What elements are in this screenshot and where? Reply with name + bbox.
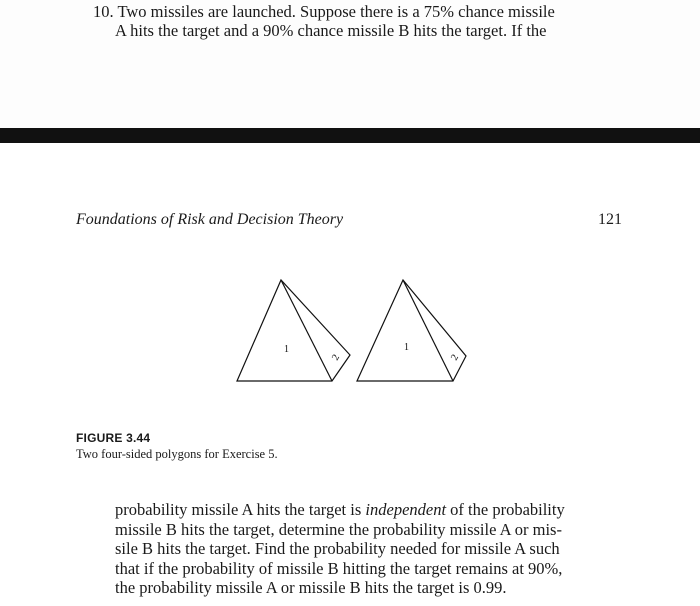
emphasis-independent: independent [365,500,447,519]
polygon-right [357,280,466,381]
exercise-line: missile B hits the target, determine the probability missile A or mis- [115,519,562,539]
figure-label: FIGURE 3.44 [76,431,151,445]
exercise-line: A hits the target and a 90% chance missile B hits the target. If the [115,21,547,40]
exercise-line: 10. Two missiles are launched. Suppose there is a 75% chance missile [93,2,555,21]
polygon-left [237,280,350,381]
polygon-outline [357,280,466,381]
page-separator-bar [0,128,700,143]
polygon-outline [237,280,350,381]
region-label-2: 2 [449,352,462,363]
polygon-figure [225,268,485,388]
exercise-10-text-continued [115,500,635,598]
exercise-10-text-start [93,2,653,40]
page-number: 121 [598,211,622,228]
polygon-diagonal [281,280,332,381]
figure-caption: Two four-sided polygons for Exercise 5. [76,447,278,461]
exercise-line: sile B hits the target. Find the probability needed for missile A such [115,539,560,558]
region-label-2: 2 [330,352,343,363]
region-label-1: 1 [404,342,409,353]
exercise-line [115,500,635,520]
previous-page-fragment [0,0,700,128]
exercise-text: probability missile A hits the target is [115,500,366,519]
exercise-line: that if the probability of missile B hitting the target remains at 90%, [115,558,563,578]
running-title: Foundations of Risk and Decision Theory [76,211,344,228]
exercise-line: the probability missile A or missile B hits the target is 0.99. [115,578,507,597]
exercise-text: of the probability [446,500,565,519]
region-label-1: 1 [284,344,289,355]
